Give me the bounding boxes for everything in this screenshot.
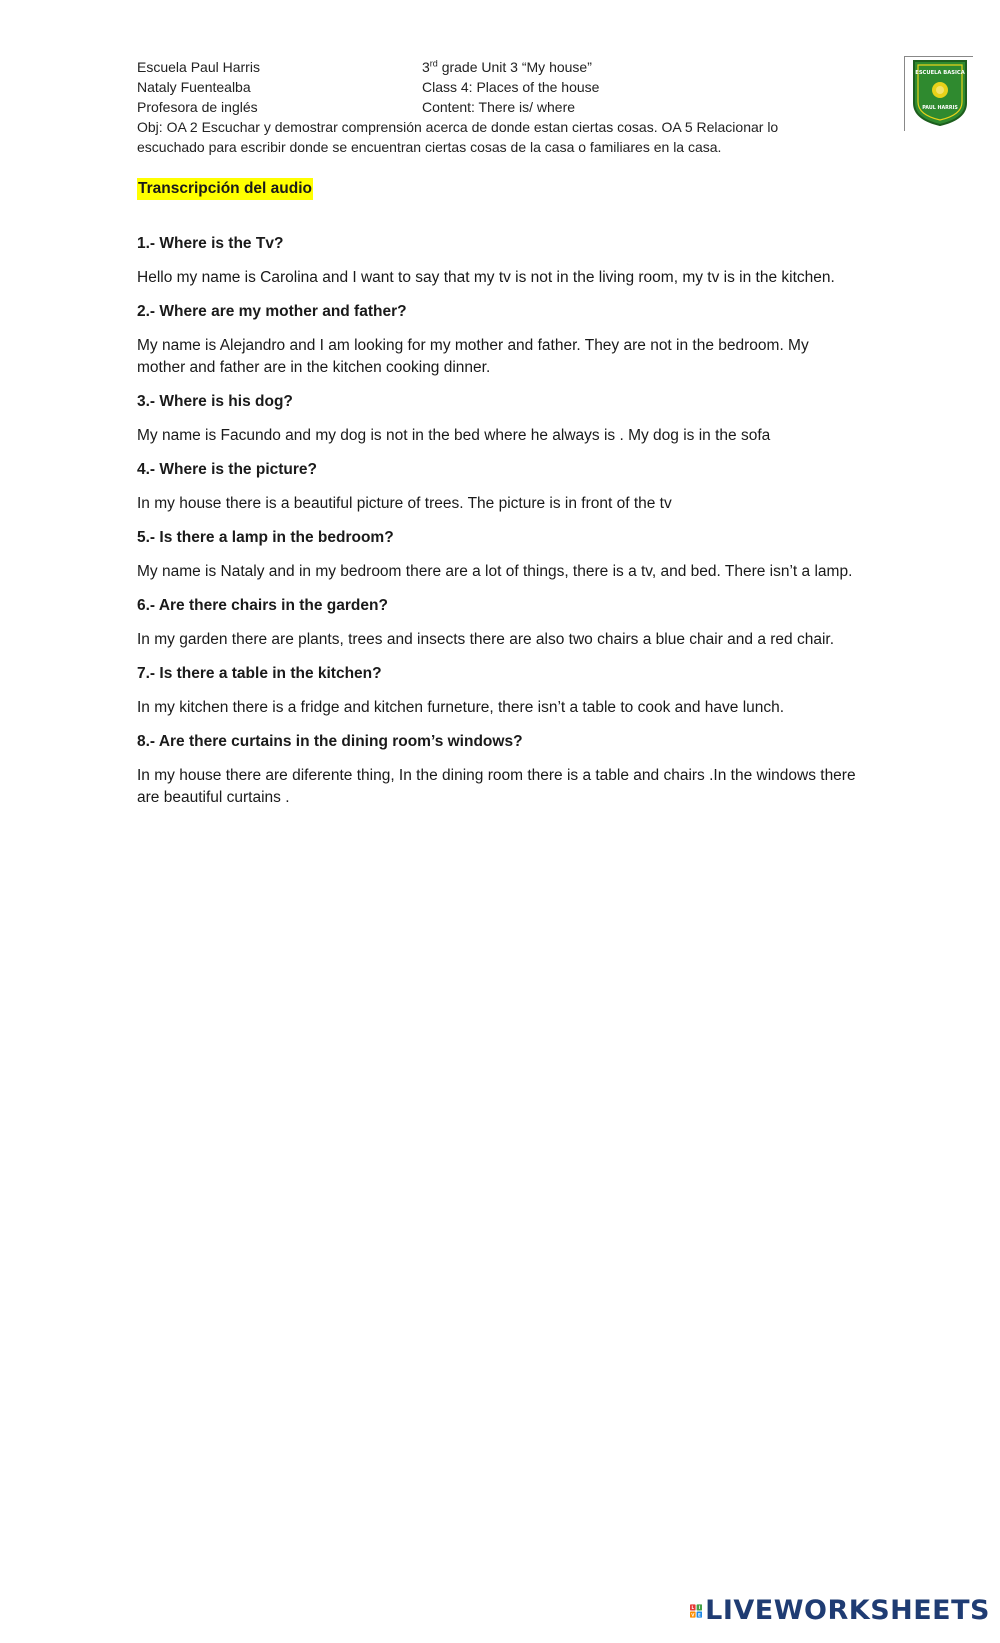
qa-item	[137, 595, 857, 651]
answer-text: My name is Facundo and my dog is not in the bed where he always is . My dog is in the sofa	[137, 427, 771, 444]
liveworksheets-grid-icon	[690, 1598, 702, 1624]
logo-top-text: ESCUELA BASICA	[915, 70, 965, 76]
svg-text:E: E	[697, 1612, 701, 1618]
logo-bottom-text: PAUL HARRIS	[922, 106, 958, 111]
answer-text: In my kitchen there is a fridge and kitchen furneture, there isn’t a table to cook and have lunch.	[137, 699, 785, 716]
qa-item	[137, 663, 857, 719]
question-heading: 4.- Where is the picture?	[137, 461, 318, 478]
qa-item	[137, 301, 857, 379]
svg-text:I: I	[698, 1605, 701, 1611]
question-heading: 7.- Is there a table in the kitchen?	[137, 665, 382, 682]
question-heading: 1.- Where is the Tv?	[137, 235, 284, 252]
qa-item	[137, 391, 857, 447]
school-name: Escuela Paul Harris	[137, 59, 260, 75]
grade-suffix: rd	[429, 58, 438, 69]
class-line: Class 4: Places of the house	[422, 79, 600, 95]
svg-text:L: L	[691, 1605, 695, 1611]
question-heading: 3.- Where is his dog?	[137, 393, 293, 410]
answer-text: My name is Alejandro and I am looking for my mother and father. They are not in the bedroom. My mother and father are in the kitchen cooking dinner.	[137, 337, 809, 376]
liveworksheets-brand	[690, 1593, 990, 1629]
answer-text: In my house there are diferente thing, In the dining room there is a table and chairs .In the windows there are beautiful curtains .	[137, 767, 856, 806]
qa-item	[137, 527, 857, 583]
liveworksheets-wordmark: LIVEWORKSHEETS	[705, 1595, 990, 1626]
qa-item	[137, 731, 857, 809]
school-shield-icon	[911, 59, 969, 127]
question-heading: 6.- Are there chairs in the garden?	[137, 597, 388, 614]
answer-text: In my house there is a beautiful picture of trees. The picture is in front of the tv	[137, 495, 672, 512]
answer-text: Hello my name is Carolina and I want to say that my tv is not in the living room, my tv is in the kitchen.	[137, 269, 835, 286]
svg-text:V: V	[691, 1612, 695, 1618]
question-heading: 2.- Where are my mother and father?	[137, 303, 407, 320]
school-logo-frame	[904, 56, 973, 131]
teacher-name: Nataly Fuentealba	[137, 79, 251, 95]
section-title: Transcripción del audio	[137, 178, 313, 200]
teacher-role: Profesora de inglés	[137, 99, 258, 115]
header-left	[137, 57, 407, 117]
qa-item	[137, 233, 857, 289]
grade-unit-line	[422, 57, 752, 77]
question-heading: 8.- Are there curtains in the dining room’s windows?	[137, 733, 523, 750]
header-right	[422, 57, 752, 117]
answer-text: In my garden there are plants, trees and insects there are also two chairs a blue chair and a red chair.	[137, 631, 835, 648]
objective-text: Obj: OA 2 Escuchar y demostrar comprensión acerca de donde estan ciertas cosas. OA 5 Relacionar lo escuchado para escribir donde se encuentran ciertas cosas de la casa o familiares en la casa.	[137, 119, 779, 155]
grade-unit-text: grade Unit 3 “My house”	[437, 59, 592, 75]
content-line: Content: There is/ where	[422, 99, 576, 115]
answer-text: My name is Nataly and in my bedroom there are a lot of things, there is a tv, and bed. There isn’t a lamp.	[137, 563, 853, 580]
question-heading: 5.- Is there a lamp in the bedroom?	[137, 529, 394, 546]
qa-list	[137, 233, 857, 821]
grade-number: 3	[422, 59, 430, 75]
qa-item	[137, 459, 857, 515]
